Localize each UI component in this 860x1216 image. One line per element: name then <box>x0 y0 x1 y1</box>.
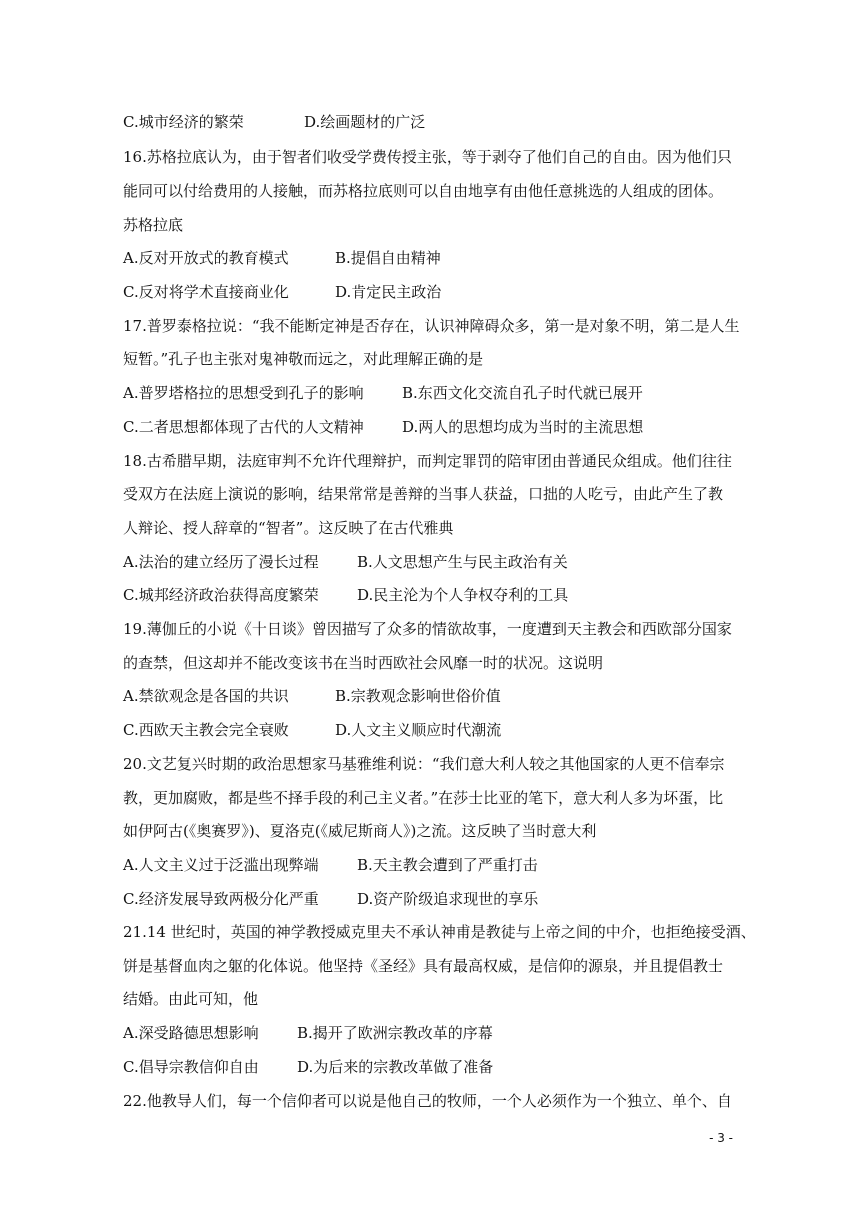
q20-option-c: C.经济发展导致两极分化严重 <box>123 890 319 908</box>
q20-option-a: A.人文主义过于泛滥出现弊端 <box>123 856 319 874</box>
q16-option-b: B.提倡自由精神 <box>335 249 441 267</box>
q16-stem-line-3: 苏格拉底 <box>123 216 184 234</box>
q17-option-b: B.东西文化交流自孔子时代就已展开 <box>402 384 643 402</box>
q17-option-c: C.二者思想都体现了古代的人文精神 <box>123 418 364 436</box>
q16-stem-line-2: 能同可以付给费用的人接触，而苏格拉底则可以自由地享有由他任意挑选的人组成的团体。 <box>123 182 724 200</box>
q19-stem-line-1: 19.薄伽丘的小说《十日谈》曾因描写了众多的情欲故事，一度遭到天主教会和西欧部分国家 <box>123 620 732 638</box>
q18-stem-line-1: 18.古希腊早期，法庭审判不允许代理辩护，而判定罪罚的陪审团由普通民众组成。他们往往 <box>123 452 732 470</box>
q19-stem-line-2: 的查禁，但这却并不能改变该书在当时西欧社会风靡一时的状况。这说明 <box>123 654 604 672</box>
q21-option-a: A.深受路德思想影响 <box>123 1024 259 1042</box>
q17-option-d: D.两人的思想均成为当时的主流思想 <box>402 418 644 436</box>
q20-option-d: D.资产阶级追求现世的享乐 <box>357 890 539 908</box>
q20-option-b: B.天主教会遭到了严重打击 <box>357 856 538 874</box>
q15-option-d: D.绘画题材的广泛 <box>304 113 426 131</box>
q18-option-b: B.人文思想产生与民主政治有关 <box>357 553 568 571</box>
q18-stem-line-3: 人辩论、授人辞章的“智者”。这反映了在古代雅典 <box>123 519 454 537</box>
q19-option-a: A.禁欲观念是各国的共识 <box>123 687 289 705</box>
q18-option-d: D.民主沦为个人争权夺利的工具 <box>357 586 569 604</box>
q17-option-a: A.普罗塔格拉的思想受到孔子的影响 <box>123 384 364 402</box>
q17-stem-line-2: 短暂。”孔子也主张对鬼神敬而远之，对此理解正确的是 <box>123 350 484 368</box>
q21-stem-line-3: 结婚。由此可知，他 <box>123 990 259 1008</box>
q18-option-c: C.城邦经济政治获得高度繁荣 <box>123 586 319 604</box>
q21-option-c: C.倡导宗教信仰自由 <box>123 1058 259 1076</box>
q22-stem-line-1: 22.他教导人们，每一个信仰者可以说是他自己的牧师，一个人必须作为一个独立、单个、自 <box>123 1092 732 1110</box>
q18-option-a: A.法治的建立经历了漫长过程 <box>123 553 319 571</box>
q16-stem-line-1: 16.苏格拉底认为，由于智者们收受学费传授主张，等于剥夺了他们自己的自由。因为他们只 <box>123 148 732 166</box>
q20-stem-line-3: 如伊阿古(《奥赛罗》)、夏洛克(《威尼斯商人》)之流。这反映了当时意大利 <box>123 822 597 840</box>
q19-option-d: D.人文主义顺应时代潮流 <box>335 721 502 739</box>
q15-option-c: C.城市经济的繁荣 <box>123 113 244 131</box>
q21-option-d: D.为后来的宗教改革做了准备 <box>297 1058 494 1076</box>
q20-stem-line-1: 20.文艺复兴时期的政治思想家马基雅维利说：“我们意大利人较之其他国家的人更不信奉宗 <box>123 755 725 773</box>
q17-stem-line-1: 17.普罗泰格拉说：“我不能断定神是否存在，认识神障碍众多，第一是对象不明，第二是人生 <box>123 317 740 335</box>
q16-option-a: A.反对开放式的教育模式 <box>123 249 289 267</box>
q21-stem-line-1: 21.14 世纪时，英国的神学教授威克里夫不承认神甫是教徒与上帝之间的中介，也拒绝接受酒、 <box>123 923 756 941</box>
q16-option-d: D.肯定民主政治 <box>335 283 442 301</box>
q19-option-c: C.西欧天主教会完全衰败 <box>123 721 289 739</box>
q21-stem-line-2: 饼是基督血肉之躯的化体说。他坚持《圣经》具有最高权威，是信仰的源泉，并且提倡教士 <box>123 957 724 975</box>
page-number: - 3 - <box>709 1131 733 1145</box>
q18-stem-line-2: 受双方在法庭上演说的影响，结果常常是善辩的当事人获益，口拙的人吃亏，由此产生了教 <box>123 485 724 503</box>
q19-option-b: B.宗教观念影响世俗价值 <box>335 687 501 705</box>
q16-option-c: C.反对将学术直接商业化 <box>123 283 289 301</box>
q21-option-b: B.揭开了欧洲宗教改革的序幕 <box>297 1024 493 1042</box>
q20-stem-line-2: 教，更加腐败，都是些不择手段的利己主义者。”在莎士比亚的笔下，意大利人多为坏蛋，比 <box>123 789 724 807</box>
